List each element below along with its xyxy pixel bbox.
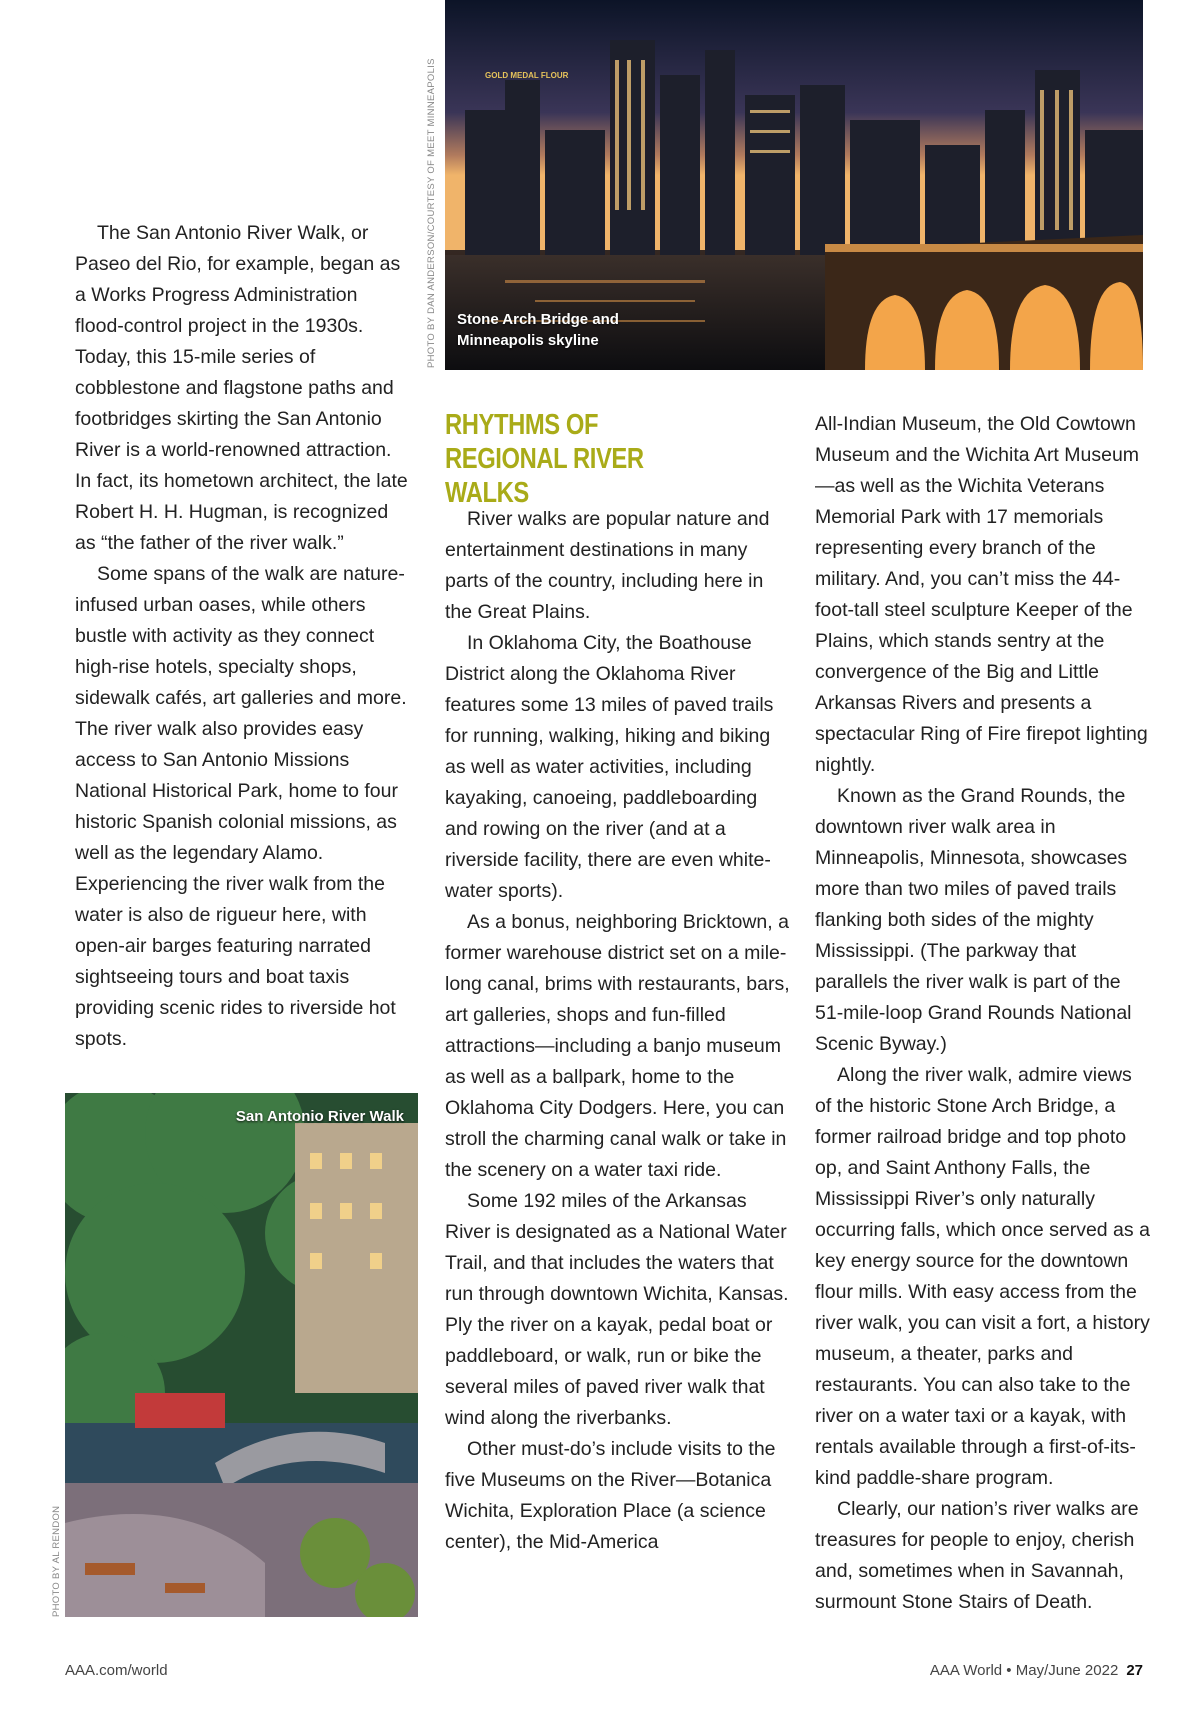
footer-issue: AAA World • May/June 2022	[929, 1662, 1119, 1679]
middle-column	[445, 504, 790, 1558]
paragraph: Clearly, our nation’s river walks are treasures for people to enjoy, cherish and, sometimes when in Savannah, surmount Stone Stairs of Death.	[815, 1498, 1139, 1613]
paragraph: Along the river walk, admire views of the historic Stone Arch Bridge, a former railroad bridge and top photo op, and Saint Anthony Falls, the Mississippi River’s only naturally occurring falls, which once served as a key energy source for the downtown flour mills. With easy access from the river walk, you can visit a fort, a history museum, a theater, parks and restaurants. You can also take to the river on a water taxi or a kayak, with rentals available through a first-of-its-kind paddle-share program.	[815, 1064, 1150, 1489]
left-column	[75, 218, 410, 1055]
right-column	[815, 409, 1150, 1618]
paragraph: Known as the Grand Rounds, the downtown river walk area in Minneapolis, Minnesota, showcases more than two miles of paved trails flanking both sides of the mighty Mississippi. (The parkway that parallels the river walk is part of the 51-mile-loop Grand Rounds National Scenic Byway.)	[815, 785, 1132, 1055]
footer-publication	[930, 1662, 1143, 1679]
page-number: 27	[1126, 1662, 1143, 1679]
paragraph: As a bonus, neighboring Bricktown, a former warehouse district set on a mile-long canal, brims with restaurants, bars, art galleries, shops and fun-filled attractions—including a banjo museum as well as a ballpark, home to the Oklahoma City Dodgers. Here, you can stroll the charming canal walk or take in the scenery on a water taxi ride.	[445, 911, 790, 1181]
bottom-photo-credit: PHOTO BY AL RENDON	[51, 1505, 62, 1617]
top-photo-caption: Stone Arch Bridge and Minneapolis skyline	[457, 311, 619, 349]
paragraph: All-Indian Museum, the Old Cowtown Museum and the Wichita Art Museum —as well as the Wichita Veterans Memorial Park with 17 memorials representing every branch of the military. And, you can’t miss the 44-foot-tall steel sculpture Keeper of the Plains, which stands sentry at the convergence of the Big and Little Arkansas Rivers and presents a spectacular Ring of Fire firepot lighting nightly.	[815, 413, 1148, 776]
paragraph: Other must-do’s include visits to the five Museums on the River—Botanica Wichita, Exploration Place (a science center), the Mid-America	[445, 1438, 776, 1553]
san-antonio-river-walk-photo	[65, 1093, 418, 1617]
paragraph: The San Antonio River Walk, or Paseo del Rio, for example, began as a Works Progress Administration flood-control project in the 1930s. Today, this 15-mile series of cobblestone and flagstone paths and footbridges skirting the San Antonio River is a world-renowned attraction. In fact, its hometown architect, the late Robert H. H. Hugman, is recognized as “the father of the river walk.”	[75, 222, 408, 554]
gold-medal-sign: GOLD MEDAL FLOUR	[485, 71, 569, 80]
paragraph: In Oklahoma City, the Boathouse District along the Oklahoma River features some 13 miles of paved trails for running, walking, hiking and biking as well as water activities, including kayaking, canoeing, paddleboarding and rowing on the river (and at a riverside facility, there are even white-water sports).	[445, 632, 774, 902]
river-walk-illustration	[65, 1093, 418, 1617]
paragraph: Some 192 miles of the Arkansas River is designated as a National Water Trail, and that includes the waters that run through downtown Wichita, Kansas. Ply the river on a kayak, pedal boat or paddleboard, or walk, run or bike the several miles of paved river walk that wind along the riverbanks.	[445, 1190, 789, 1429]
stone-arch-bridge-photo	[445, 0, 1143, 370]
paragraph: River walks are popular nature and entertainment destinations in many parts of the country, including here in the Great Plains.	[445, 508, 770, 623]
footer-website: AAA.com/world	[65, 1662, 168, 1679]
top-photo-credit: PHOTO BY DAN ANDERSON/COURTESY OF MEET MINNEAPOLIS	[426, 58, 437, 368]
bottom-photo-caption: San Antonio River Walk	[235, 1108, 404, 1125]
section-heading: RHYTHMS OF REGIONAL RIVER WALKS	[445, 409, 644, 509]
paragraph: Some spans of the walk are nature-infused urban oases, while others bustle with activity as they connect high-rise hotels, specialty shops, sidewalk cafés, art galleries and more. The river walk also provides easy access to San Antonio Missions National Historical Park, home to four historic Spanish colonial missions, as well as the legendary Alamo. Experiencing the river walk from the water is also de rigueur here, with open-air barges featuring narrated sightseeing tours and boat taxis providing scenic rides to riverside hot spots.	[75, 563, 407, 1050]
